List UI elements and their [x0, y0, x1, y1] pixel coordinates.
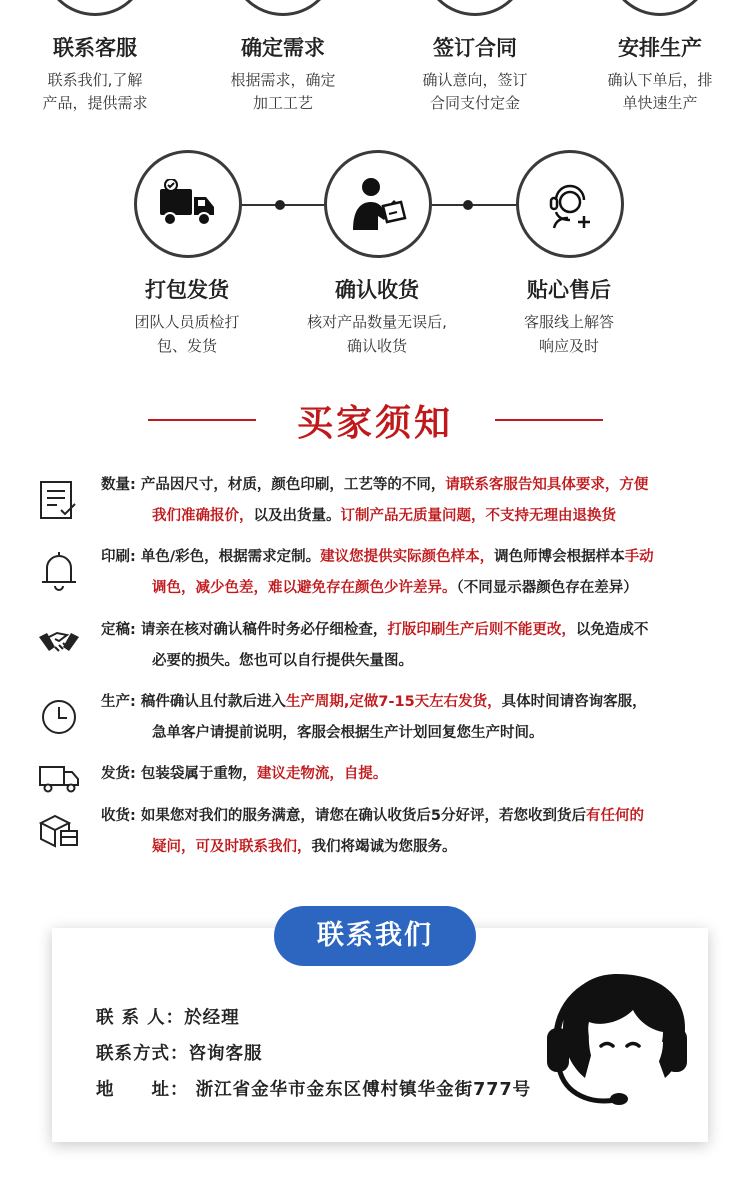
step-circle [607, 0, 713, 16]
step-title: 确认收货 [335, 278, 419, 302]
text-segment: 调色师博会根据样本 [494, 549, 625, 565]
notice-line-2 [101, 501, 721, 532]
desc-line: 核对产品数量无误后, [307, 313, 447, 331]
step-circle [230, 0, 336, 16]
step-desc [277, 310, 477, 358]
desc-line: 合同支付定金 [429, 94, 520, 112]
step-circle [422, 0, 528, 16]
person-signing-icon [347, 176, 409, 232]
step-circle [42, 0, 148, 16]
desc-line: 联系我们,了解 [47, 71, 143, 89]
step-title: 签订合同 [433, 36, 517, 60]
text-segment-highlight: 手动 [624, 549, 654, 565]
step-desc [193, 69, 373, 115]
notice-line-2 [101, 646, 721, 677]
contact-row-address [96, 1076, 531, 1101]
process-steps-bottom [0, 150, 750, 360]
notice-line-2 [101, 718, 721, 749]
step-title: 确定需求 [241, 36, 325, 60]
text-segment: 稿件确认且付款后进入 [135, 694, 286, 710]
text-segment: 以及出货量。 [253, 508, 341, 524]
text-segment: 以免造成不 [575, 622, 649, 638]
text-segment-highlight: 打版印刷生产后则不能更改， [387, 622, 576, 638]
desc-line: 加工工艺 [252, 94, 313, 112]
text-segment-highlight: 订制产品无质量问题，不支持无理由退换货 [340, 508, 616, 524]
contact-value: 於经理 [184, 1008, 240, 1028]
step-title: 打包发货 [145, 278, 229, 302]
step-desc [5, 69, 185, 115]
text-segment: （不同显示器颜色存在差异） [456, 580, 638, 596]
step-circle [134, 150, 242, 258]
text-segment-highlight: 建议您提供实际颜色样本， [320, 549, 495, 565]
text-segment: 具体时间请咨询客服， [501, 694, 647, 710]
text-segment: 如果您对我们的服务满意，请您在确认收货后5分好评，若您收到货后 [135, 808, 586, 824]
notice-text [101, 687, 721, 749]
text-segment-highlight: 生产周期,定做7-15天左右发货， [285, 694, 502, 710]
notice-text [101, 759, 721, 790]
handshake-icon [37, 621, 81, 665]
text-segment: 包装袋属于重物， [135, 766, 257, 782]
text-segment: 我们将竭诚为您服务。 [311, 839, 457, 855]
connector-dot [275, 200, 285, 210]
text-segment: 产品因尺寸，材质，颜色印刷，工艺等的不同， [135, 477, 446, 493]
delivery-truck-icon [158, 179, 218, 229]
contact-row-method [96, 1040, 263, 1065]
text-segment: 急单客户请提前说明，客服会根据生产计划回复您生产时间。 [152, 725, 544, 741]
text-segment: 必要的损失。您也可以自行提供矢量图。 [152, 653, 413, 669]
notice-header [0, 395, 750, 445]
contact-row-person [96, 1004, 240, 1029]
desc-line: 确认下单后，排 [607, 71, 713, 89]
notice-title: 买家须知 [296, 403, 453, 444]
text-segment-highlight: 请联系客服告知具体要求，方便 [445, 477, 649, 493]
text-segment: 单色/彩色，根据需求定制。 [135, 549, 321, 565]
text-segment-highlight: 有任何的 [585, 808, 644, 824]
text-segment-highlight: 调色，减少色差，难以避免存在颜色少许差异。 [152, 580, 457, 596]
contact-key: 联 系 人： [96, 1008, 185, 1028]
step-circle [324, 150, 432, 258]
text-segment-highlight: 疑问，可及时联系我们， [152, 839, 312, 855]
text-segment-highlight: 建议走物流，自提。 [256, 766, 388, 782]
customer-service-agent-icon [543, 968, 691, 1110]
bell-icon [37, 548, 81, 592]
clock-icon [37, 695, 81, 739]
notice-line-2 [101, 573, 721, 604]
notice-label: 印刷: [101, 549, 136, 565]
desc-line: 确认收货 [346, 337, 407, 355]
step-title: 联系客服 [53, 36, 137, 60]
step-desc [385, 69, 565, 115]
text-segment-highlight: 我们准确报价， [152, 508, 254, 524]
step-desc [87, 310, 287, 358]
package-box-icon [37, 809, 81, 853]
notice-text [101, 801, 721, 863]
contact-value: 咨询客服 [188, 1044, 263, 1064]
step-desc [469, 310, 669, 358]
notice-label: 发货: [101, 766, 136, 782]
checklist-icon [37, 478, 81, 522]
desc-line: 产品，提供需求 [42, 94, 148, 112]
desc-line: 响应及时 [538, 337, 599, 355]
customer-service-icon [542, 176, 598, 232]
desc-line: 根据需求，确定 [230, 71, 336, 89]
contact-value: 浙江省金华市金东区傅村镇华金街777号 [188, 1080, 532, 1100]
process-steps-top [0, 0, 750, 130]
step-title: 贴心售后 [527, 278, 611, 302]
notice-label: 生产: [101, 694, 136, 710]
notice-label: 定稿: [101, 622, 136, 638]
contact-us-button[interactable]: 联系我们 [274, 906, 476, 966]
contact-key: 联系方式： [96, 1044, 189, 1064]
step-title: 安排生产 [618, 36, 702, 60]
notice-label: 收货: [101, 808, 136, 824]
desc-line: 包、发货 [156, 337, 217, 355]
desc-line: 单快速生产 [622, 94, 698, 112]
desc-line: 客服线上解答 [523, 313, 614, 331]
desc-line: 确认意向，签订 [422, 71, 528, 89]
text-segment: 请亲在核对确认稿件时务必仔细检查， [135, 622, 388, 638]
connector-dot [463, 200, 473, 210]
notice-text [101, 470, 721, 532]
desc-line: 团队人员质检打 [134, 313, 240, 331]
truck-outline-icon [37, 755, 81, 799]
notice-text [101, 615, 721, 677]
step-desc [570, 69, 750, 115]
contact-key: 地 址： [96, 1080, 189, 1100]
notice-text [101, 542, 721, 604]
notice-label: 数量: [101, 477, 136, 493]
connector-line [432, 204, 520, 206]
step-circle [516, 150, 624, 258]
notice-line-2 [101, 832, 721, 863]
